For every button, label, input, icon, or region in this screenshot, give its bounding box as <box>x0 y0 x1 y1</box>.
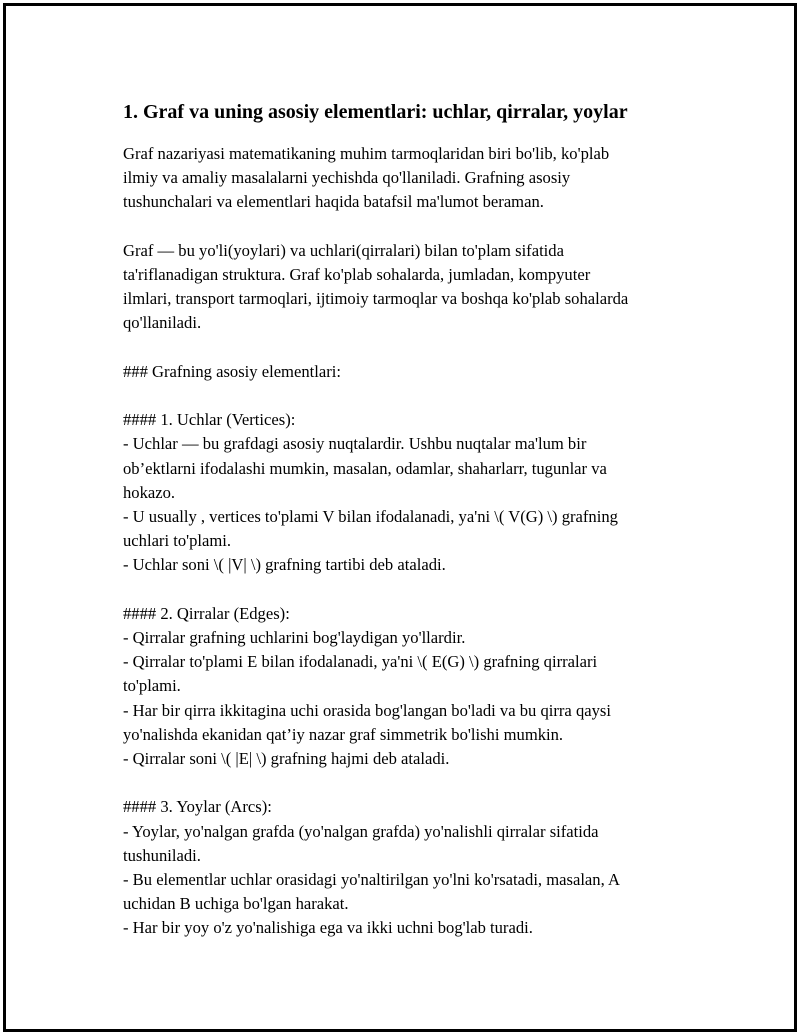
text-line: ilmlari, transport tarmoqlari, ijtimoiy tarmoqlar va boshqa ko'plab sohalarda <box>123 289 629 309</box>
text-line: - Qirralar grafning uchlarini bog'laydigan yo'llardir. <box>123 628 466 647</box>
section-edges <box>123 602 701 771</box>
text-line: ta'riflanadigan struktura. Graf ko'plab sohalarda, jumladan, kompyuter <box>123 265 591 284</box>
text-line: - Har bir qirra ikkitagina uchi orasida bog'langan bo'ladi va bu qirra qaysi <box>123 700 611 720</box>
text-line: Graf — bu yo'li(yoylari) va uchlari(qirralari) bilan to'plam sifatida <box>123 240 564 260</box>
text-line: - Har bir yoy o'z yo'nalishiga ega va ikki uchni bog'lab turadi. <box>123 918 533 938</box>
section-arcs <box>123 795 701 940</box>
document-content <box>121 98 701 941</box>
paragraph-intro <box>123 142 701 215</box>
text-line: - Qirralar soni \( |E| \) grafning hajmi deb ataladi. <box>123 749 450 769</box>
subsection-heading: #### 3. Yoylar (Arcs): <box>123 797 272 817</box>
text-line: - Qirralar to'plami E bilan ifodalanadi, ya'ni \( E(G) \) grafning qirralari <box>123 652 598 672</box>
text-line: ilmiy va amaliy masalalarni yechishda qo'llaniladi. Grafning asosiy <box>123 168 571 188</box>
section-heading-elements <box>123 360 701 384</box>
text-line: - Bu elementlar uchlar orasidagi yo'naltirilgan yo'lni ko'rsatadi, masalan, A <box>123 870 620 890</box>
text-line: uchidan B uchiga bo'lgan harakat. <box>123 894 349 914</box>
text-line: hokazo. <box>123 482 176 502</box>
text-line: Graf nazariyasi matematikaning muhim tarmoqlaridan biri bo'lib, ko'plab <box>123 144 610 163</box>
text-line: ### Grafning asosiy elementlari: <box>123 361 341 381</box>
subsection-heading: #### 1. Uchlar (Vertices): <box>123 410 296 430</box>
text-line: - Uchlar — bu grafdagi asosiy nuqtalardir. Ushbu nuqtalar ma'lum bir <box>123 434 587 454</box>
text-line: uchlari to'plami. <box>123 531 232 551</box>
paragraph-definition <box>123 239 701 336</box>
text-line: yo'nalishda ekanidan qat’iy nazar graf simmetrik bo'lishi mumkin. <box>123 724 564 744</box>
text-line: tushuniladi. <box>123 845 201 865</box>
text-line: qo'llaniladi. <box>123 313 202 333</box>
text-line: ob’ektlarni ifodalashi mumkin, masalan, odamlar, shaharlarr, tugunlar va <box>123 458 607 478</box>
text-line: - U usually , vertices to'plami V bilan ifodalanadi, ya'ni \( V(G) \) grafning <box>123 507 618 526</box>
text-line: - Uchlar soni \( |V| \) grafning tartibi deb ataladi. <box>123 555 446 575</box>
text-line: to'plami. <box>123 676 181 696</box>
text-line: tushunchalari va elementlari haqida batafsil ma'lumot beraman. <box>123 192 544 212</box>
page-frame <box>3 3 797 1032</box>
document-title: 1. Graf va uning asosiy elementlari: uchlar, qirralar, yoylar <box>123 101 628 123</box>
subsection-heading: #### 2. Qirralar (Edges): <box>123 603 290 623</box>
text-line: - Yoylar, yo'nalgan grafda (yo'nalgan grafda) yo'nalishli qirralar sifatida <box>123 821 599 841</box>
section-vertices <box>123 408 701 577</box>
